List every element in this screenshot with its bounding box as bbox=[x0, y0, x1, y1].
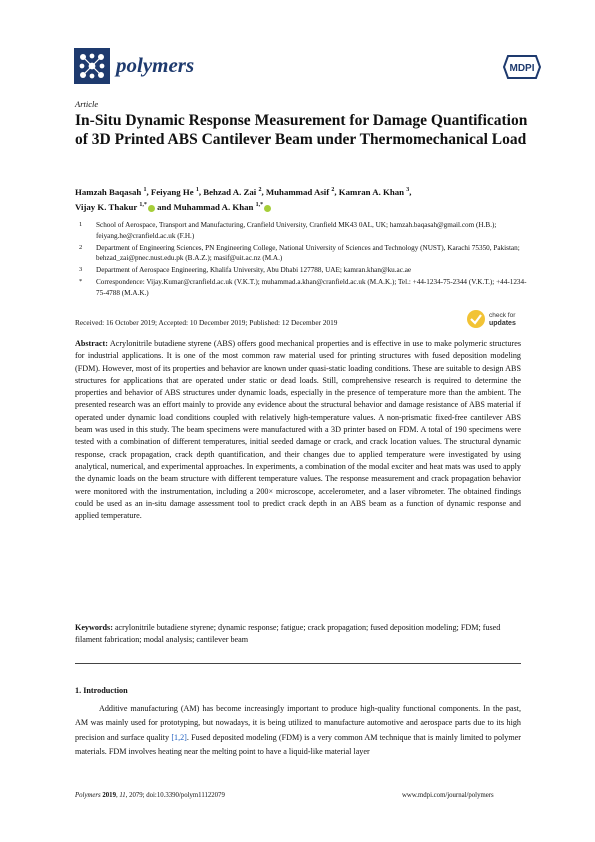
author-affiliation-marker: 1 bbox=[195, 187, 199, 193]
orcid-icon[interactable] bbox=[264, 205, 271, 212]
orcid-icon[interactable] bbox=[148, 205, 155, 212]
footer-citation: Polymers 2019, 11, 2079; doi:10.3390/polym11122079 bbox=[75, 792, 225, 799]
abstract bbox=[75, 338, 521, 522]
citation-link[interactable]: [1,2] bbox=[171, 732, 187, 742]
check-badge-line1: check for bbox=[489, 312, 516, 319]
affiliation-text: School of Aerospace, Transport and Manufacturing, Cranfield University, Cranfield MK43 0AL, UK; hamzah.baqasah@gmail.com (H.B.); feiyang.he@cranfield.ac.uk (F.H.) bbox=[96, 221, 497, 240]
intro-text-a: Additive manufacturing (AM) has become increasingly important to produce high-quality functional components. In the past, AM was mainly used for prototyping, but nowadays, it is being utilized to manufacture automotive and aerospace parts due to its high precision and surface quality bbox=[75, 704, 521, 742]
author-separator: , bbox=[334, 186, 339, 197]
author-affiliation-marker: 1 bbox=[143, 187, 147, 193]
author-name: Muhammad A. Khan bbox=[173, 202, 256, 213]
author-name: Kamran A. Khan bbox=[338, 186, 407, 197]
check-badge-line2: updates bbox=[489, 320, 516, 327]
author-list bbox=[75, 184, 535, 215]
affiliation-item bbox=[75, 265, 535, 276]
affiliations bbox=[75, 220, 535, 300]
publication-dates: Received: 16 October 2019; Accepted: 10 December 2019; Published: 12 December 2019 bbox=[75, 318, 338, 327]
author-name: Hamzah Baqasah bbox=[75, 186, 144, 197]
keywords-label: Keywords: bbox=[75, 623, 113, 632]
divider bbox=[75, 663, 521, 664]
article-type: Article bbox=[75, 99, 99, 109]
keywords-text: acrylonitrile butadiene styrene; dynamic response; fatigue; crack propagation; fused deposition modeling; FDM; fused filament fabrication; modal analysis; cantilever beam bbox=[75, 623, 501, 645]
author-name: Feiyang He bbox=[150, 186, 196, 197]
paper-title: In-Situ Dynamic Response Measurement for Damage Quantification of 3D Printed ABS Cantilever Beam under Thermomechanical Load bbox=[75, 112, 528, 148]
author-separator: and bbox=[154, 202, 174, 213]
affiliation-number: * bbox=[79, 277, 83, 285]
journal-name: polymers bbox=[116, 53, 195, 77]
author-separator: , bbox=[409, 186, 412, 197]
affiliation-item bbox=[75, 277, 535, 299]
section-heading: 1. Introduction bbox=[75, 686, 128, 695]
affiliation-number: 2 bbox=[79, 243, 83, 251]
affiliation-number: 1 bbox=[79, 221, 83, 228]
affiliation-text: Department of Engineering Sciences, PN Engineering College, National University of Sciences and Technology (NUST), Karachi 75350, Pakistan; behzad_zai@pnec.nust.edu.pk (B.A.Z.); masif@uit.ac.nz (M.A.) bbox=[96, 243, 520, 263]
mdpi-logo-text: MDPI bbox=[509, 63, 535, 74]
intro-text-b: . Fused deposited modeling (FDM) is a very common AM technique that is mainly limited to polymer materials. FDM involves heating near the melting point to have a liquid-like material layer bbox=[75, 732, 521, 757]
abstract-text: Acrylonitrile butadiene styrene (ABS) offers good mechanical properties and is effective in use to make polymeric structures for industrial applications. It is one of the most common raw material used for printing structures with fused deposition modeling (FDM). However, most of its properties and behavior are known under quasi-static loading conditions. These are suitable to design ABS structures for applications that are operated under static or dead loads. Still, comprehensive research is required to determine the properties and behavior of ABS structures under dynamic loads, especially in the presence of temperature more than the ambient. The presented research was an effort mainly to provide any evidence about the structural behavior and damage resistance of ABS material if operated under dynamic load conditions coupled with relatively high-temperature values. A non-prismatic fixed-free cantilever ABS beam was used in this study. The beam specimens were manufactured with a 3D printer based on FDM. A total of 190 specimens were tested with a combination of different temperatures, initial seeded damage or crack, and crack location values. The structural dynamic response, crack propagation, crack depth quantification, and their changes due to applied temperature were investigated by using analytical, numerical, and experimental approaches. In experiments, a combination of the modal exciter and heat mats was used to apply the dynamic loads on the beam structure with different temperature values. The response measurement and crack propagation behavior were monitored with the instrumentation, including a 200× microscope, accelerometer, and a laser vibrometer. The obtained findings could be used as an in-situ damage assessment tool to predict crack depth in an ABS beam as a function of dynamic response and applied temperature. bbox=[75, 339, 521, 521]
check-for-updates-badge[interactable] bbox=[465, 306, 527, 332]
author-affiliation-marker: 3 bbox=[406, 187, 410, 193]
journal-logo bbox=[74, 48, 110, 84]
footer-url[interactable]: www.mdpi.com/journal/polymers bbox=[402, 792, 494, 799]
author-affiliation-marker: 2 bbox=[331, 187, 335, 193]
affiliation-text: Correspondence: Vijay.Kumar@cranfield.ac.uk (V.K.T.); muhammad.a.khan@cranfield.ac.uk (M.A.K.); Tel.: +44-1234-75-2344 (V.K.T.); +44-1234-75-4788 (M.A.K.) bbox=[96, 277, 527, 297]
abstract-label: Abstract: bbox=[75, 339, 108, 348]
introduction-paragraph bbox=[75, 702, 521, 760]
author-name: Vijay K. Thakur bbox=[75, 202, 140, 213]
author-name: Muhammad Asif bbox=[265, 186, 332, 197]
author-affiliation-marker: 1,* bbox=[255, 202, 264, 209]
author-separator: , bbox=[146, 186, 151, 197]
author-affiliation-marker: 1,* bbox=[139, 202, 147, 209]
keywords bbox=[75, 622, 521, 647]
affiliation-number: 3 bbox=[79, 266, 83, 274]
author-separator: , bbox=[261, 186, 266, 197]
affiliation-text: Department of Aerospace Engineering, Khalifa University, Abu Dhabi 127788, UAE; kamran.khan@ku.ac.ae bbox=[96, 266, 412, 275]
affiliation-item bbox=[75, 243, 535, 265]
author-name: Behzad A. Zai bbox=[203, 186, 259, 197]
author-affiliation-marker: 2 bbox=[258, 187, 262, 193]
mdpi-logo bbox=[502, 52, 542, 82]
affiliation-item bbox=[75, 220, 535, 242]
author-separator: , bbox=[198, 186, 204, 197]
